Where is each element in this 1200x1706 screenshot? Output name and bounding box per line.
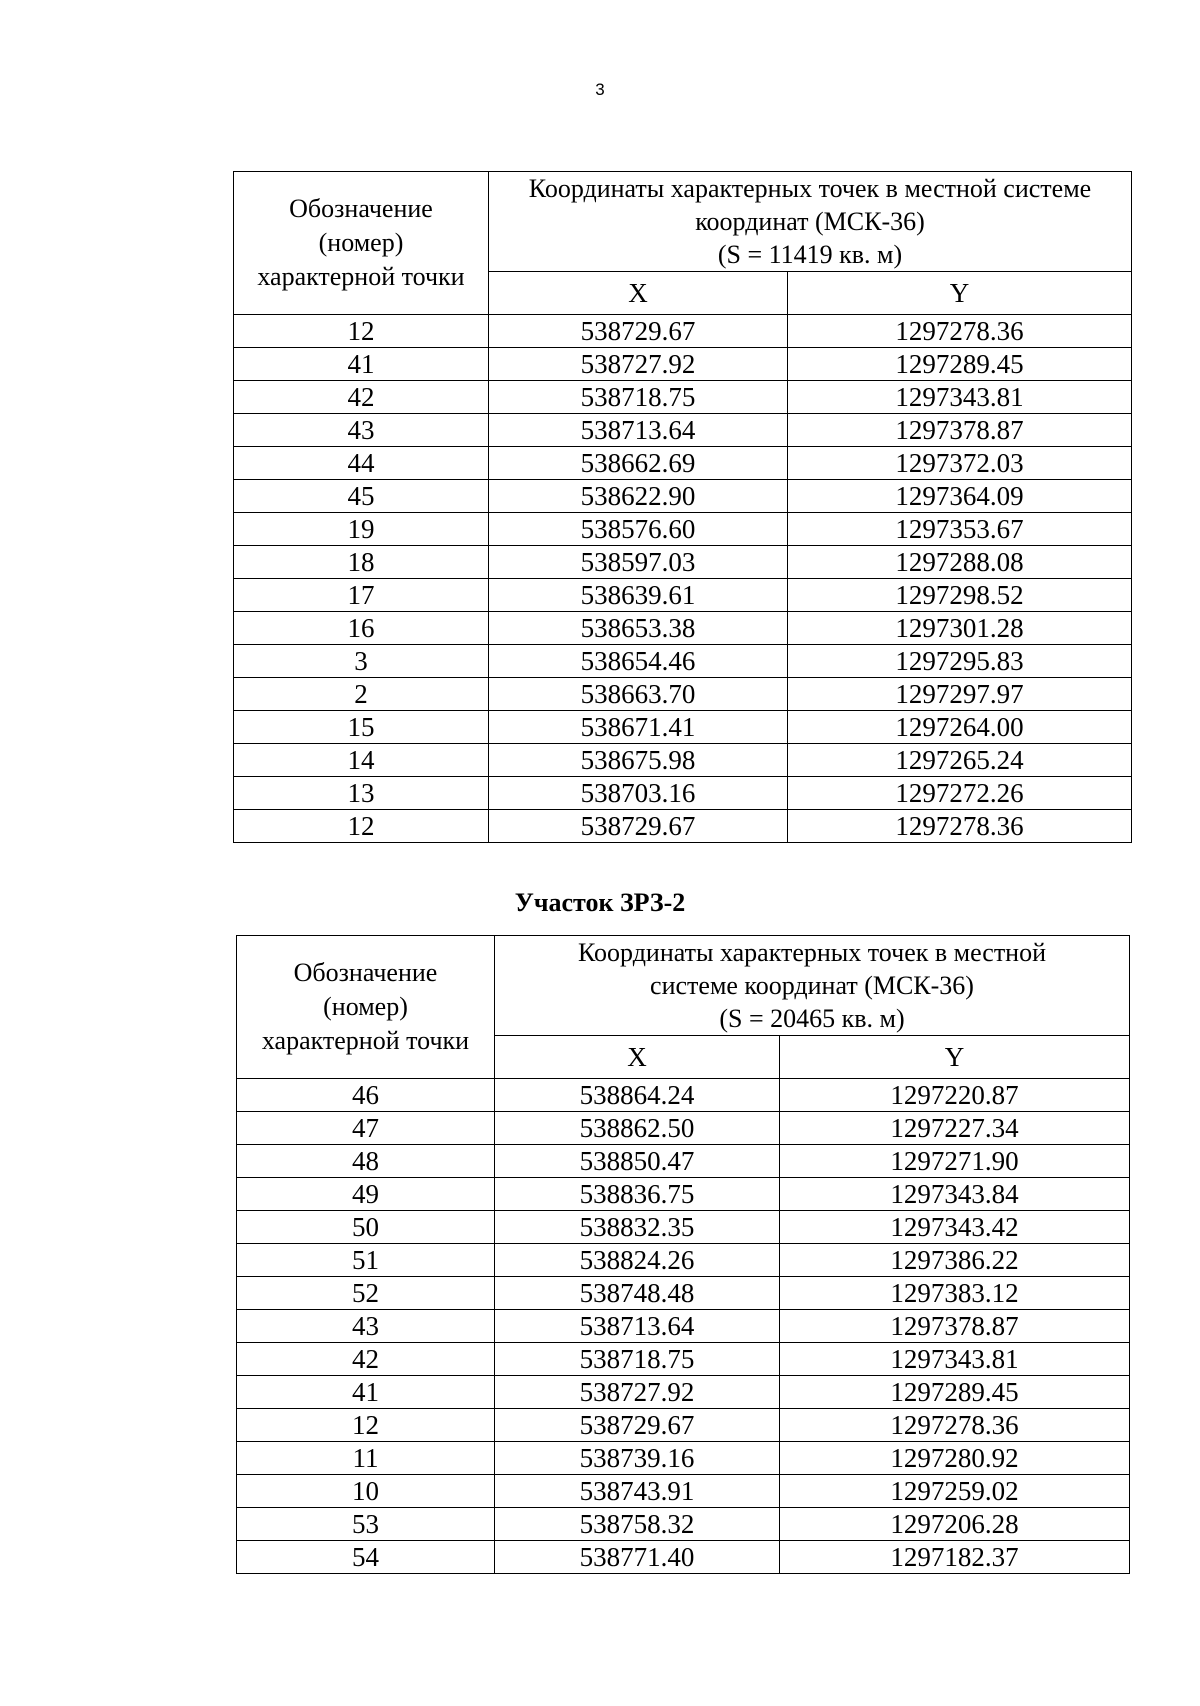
y-coordinate-cell: 1297364.09 [788, 480, 1132, 513]
x-coordinate-cell: 538713.64 [489, 414, 788, 447]
x-coordinate-cell: 538675.98 [489, 744, 788, 777]
coordinates-table-1 [233, 171, 1132, 843]
point-number-cell: 44 [234, 447, 489, 480]
x-coordinate-cell: 538832.35 [495, 1211, 780, 1244]
coords-line: системе координат (МСК-36) [650, 971, 974, 1000]
label-line: (номер) [318, 228, 404, 257]
x-coordinate-cell: 538824.26 [495, 1244, 780, 1277]
point-number-cell: 46 [237, 1079, 495, 1112]
table-row [234, 645, 1132, 678]
y-coordinate-cell: 1297295.83 [788, 645, 1132, 678]
y-coordinate-cell: 1297278.36 [788, 810, 1132, 843]
y-coordinate-cell: 1297343.42 [780, 1211, 1130, 1244]
x-coordinate-cell: 538663.70 [489, 678, 788, 711]
table-row [234, 414, 1132, 447]
point-number-cell: 14 [234, 744, 489, 777]
label-line: Обозначение [289, 194, 433, 223]
x-coordinate-cell: 538718.75 [495, 1343, 780, 1376]
y-coordinate-cell: 1297372.03 [788, 447, 1132, 480]
x-coordinate-cell: 538597.03 [489, 546, 788, 579]
point-number-cell: 43 [234, 414, 489, 447]
x-header: X [489, 272, 788, 315]
point-number-cell: 45 [234, 480, 489, 513]
point-label-header [237, 936, 495, 1079]
y-coordinate-cell: 1297298.52 [788, 579, 1132, 612]
x-coordinate-cell: 538576.60 [489, 513, 788, 546]
x-coordinate-cell: 538739.16 [495, 1442, 780, 1475]
table-row [237, 1112, 1130, 1145]
coords-line: (S = 20465 кв. м) [719, 1004, 905, 1033]
x-coordinate-cell: 538864.24 [495, 1079, 780, 1112]
table-row [237, 1178, 1130, 1211]
x-coordinate-cell: 538850.47 [495, 1145, 780, 1178]
point-number-cell: 50 [237, 1211, 495, 1244]
table-1-body [234, 315, 1132, 843]
point-number-cell: 12 [234, 315, 489, 348]
coords-line: Координаты характерных точек в местной [578, 938, 1047, 967]
y-header: Y [788, 272, 1132, 315]
table-row [234, 678, 1132, 711]
coords-line: (S = 11419 кв. м) [717, 240, 903, 269]
y-coordinate-cell: 1297343.81 [788, 381, 1132, 414]
label-line: Обозначение [293, 958, 438, 987]
x-coordinate-cell: 538654.46 [489, 645, 788, 678]
section-title: Участок ЗРЗ-2 [514, 888, 686, 917]
x-header: X [495, 1036, 780, 1079]
table-row [234, 513, 1132, 546]
x-coordinate-cell: 538748.48 [495, 1277, 780, 1310]
y-coordinate-cell: 1297206.28 [780, 1508, 1130, 1541]
table-row [237, 1244, 1130, 1277]
table-row [237, 1310, 1130, 1343]
y-coordinate-cell: 1297343.81 [780, 1343, 1130, 1376]
point-number-cell: 54 [237, 1541, 495, 1574]
point-number-cell: 42 [234, 381, 489, 414]
point-number-cell: 41 [237, 1376, 495, 1409]
x-coordinate-cell: 538727.92 [495, 1376, 780, 1409]
label-line: характерной точки [257, 262, 465, 291]
table-row [237, 1409, 1130, 1442]
table-row [234, 810, 1132, 843]
table-row [237, 1145, 1130, 1178]
table-row [237, 1541, 1130, 1574]
point-number-cell: 42 [237, 1343, 495, 1376]
point-number-cell: 10 [237, 1475, 495, 1508]
x-coordinate-cell: 538862.50 [495, 1112, 780, 1145]
coordinates-header [495, 936, 1130, 1036]
y-coordinate-cell: 1297227.34 [780, 1112, 1130, 1145]
y-coordinate-cell: 1297353.67 [788, 513, 1132, 546]
y-coordinate-cell: 1297288.08 [788, 546, 1132, 579]
x-coordinate-cell: 538713.64 [495, 1310, 780, 1343]
point-number-cell: 51 [237, 1244, 495, 1277]
table-row [234, 480, 1132, 513]
x-coordinate-cell: 538639.61 [489, 579, 788, 612]
table-row [237, 1343, 1130, 1376]
table-row [237, 1376, 1130, 1409]
table-row [234, 579, 1132, 612]
x-coordinate-cell: 538703.16 [489, 777, 788, 810]
x-coordinate-cell: 538727.92 [489, 348, 788, 381]
y-coordinate-cell: 1297265.24 [788, 744, 1132, 777]
point-number-cell: 12 [237, 1409, 495, 1442]
point-number-cell: 19 [234, 513, 489, 546]
x-coordinate-cell: 538743.91 [495, 1475, 780, 1508]
x-coordinate-cell: 538729.67 [495, 1409, 780, 1442]
x-coordinate-cell: 538729.67 [489, 810, 788, 843]
point-label-header [234, 172, 489, 315]
point-number-cell: 16 [234, 612, 489, 645]
table-row [237, 1442, 1130, 1475]
table-row [234, 777, 1132, 810]
y-coordinate-cell: 1297289.45 [780, 1376, 1130, 1409]
y-coordinate-cell: 1297272.26 [788, 777, 1132, 810]
x-coordinate-cell: 538758.32 [495, 1508, 780, 1541]
x-coordinate-cell: 538653.38 [489, 612, 788, 645]
table-row [234, 711, 1132, 744]
point-number-cell: 41 [234, 348, 489, 381]
x-coordinate-cell: 538671.41 [489, 711, 788, 744]
x-coordinate-cell: 538771.40 [495, 1541, 780, 1574]
point-number-cell: 17 [234, 579, 489, 612]
point-number-cell: 15 [234, 711, 489, 744]
y-coordinate-cell: 1297297.97 [788, 678, 1132, 711]
point-number-cell: 18 [234, 546, 489, 579]
y-coordinate-cell: 1297378.87 [780, 1310, 1130, 1343]
point-number-cell: 43 [237, 1310, 495, 1343]
label-line: (номер) [323, 992, 408, 1021]
point-number-cell: 11 [237, 1442, 495, 1475]
table-row [234, 447, 1132, 480]
x-coordinate-cell: 538729.67 [489, 315, 788, 348]
table-row [237, 1508, 1130, 1541]
y-coordinate-cell: 1297264.00 [788, 711, 1132, 744]
y-coordinate-cell: 1297271.90 [780, 1145, 1130, 1178]
label-line: характерной точки [261, 1026, 470, 1055]
point-number-cell: 49 [237, 1178, 495, 1211]
x-coordinate-cell: 538622.90 [489, 480, 788, 513]
y-coordinate-cell: 1297259.02 [780, 1475, 1130, 1508]
point-number-cell: 12 [234, 810, 489, 843]
table-row [237, 1211, 1130, 1244]
table-row [234, 546, 1132, 579]
table-row [234, 612, 1132, 645]
coordinates-header [489, 172, 1132, 272]
table-row [237, 1277, 1130, 1310]
coords-line: координат (МСК-36) [695, 207, 925, 236]
coords-line: Координаты характерных точек в местной системе [528, 174, 1092, 203]
y-coordinate-cell: 1297182.37 [780, 1541, 1130, 1574]
point-number-cell: 47 [237, 1112, 495, 1145]
table-row [234, 315, 1132, 348]
table-row [234, 348, 1132, 381]
x-coordinate-cell: 538662.69 [489, 447, 788, 480]
y-coordinate-cell: 1297278.36 [788, 315, 1132, 348]
point-number-cell: 2 [234, 678, 489, 711]
point-number-cell: 53 [237, 1508, 495, 1541]
point-number-cell: 3 [234, 645, 489, 678]
y-header: Y [780, 1036, 1130, 1079]
coordinates-table-2 [236, 935, 1130, 1574]
y-coordinate-cell: 1297301.28 [788, 612, 1132, 645]
y-coordinate-cell: 1297220.87 [780, 1079, 1130, 1112]
table-row [234, 744, 1132, 777]
x-coordinate-cell: 538718.75 [489, 381, 788, 414]
y-coordinate-cell: 1297289.45 [788, 348, 1132, 381]
table-row [237, 1079, 1130, 1112]
table-2-body [237, 1079, 1130, 1574]
point-number-cell: 48 [237, 1145, 495, 1178]
y-coordinate-cell: 1297278.36 [780, 1409, 1130, 1442]
point-number-cell: 13 [234, 777, 489, 810]
point-number-cell: 52 [237, 1277, 495, 1310]
x-coordinate-cell: 538836.75 [495, 1178, 780, 1211]
y-coordinate-cell: 1297378.87 [788, 414, 1132, 447]
y-coordinate-cell: 1297280.92 [780, 1442, 1130, 1475]
y-coordinate-cell: 1297343.84 [780, 1178, 1130, 1211]
table-row [234, 381, 1132, 414]
table-row [237, 1475, 1130, 1508]
page-number: 3 [595, 80, 605, 99]
y-coordinate-cell: 1297383.12 [780, 1277, 1130, 1310]
y-coordinate-cell: 1297386.22 [780, 1244, 1130, 1277]
